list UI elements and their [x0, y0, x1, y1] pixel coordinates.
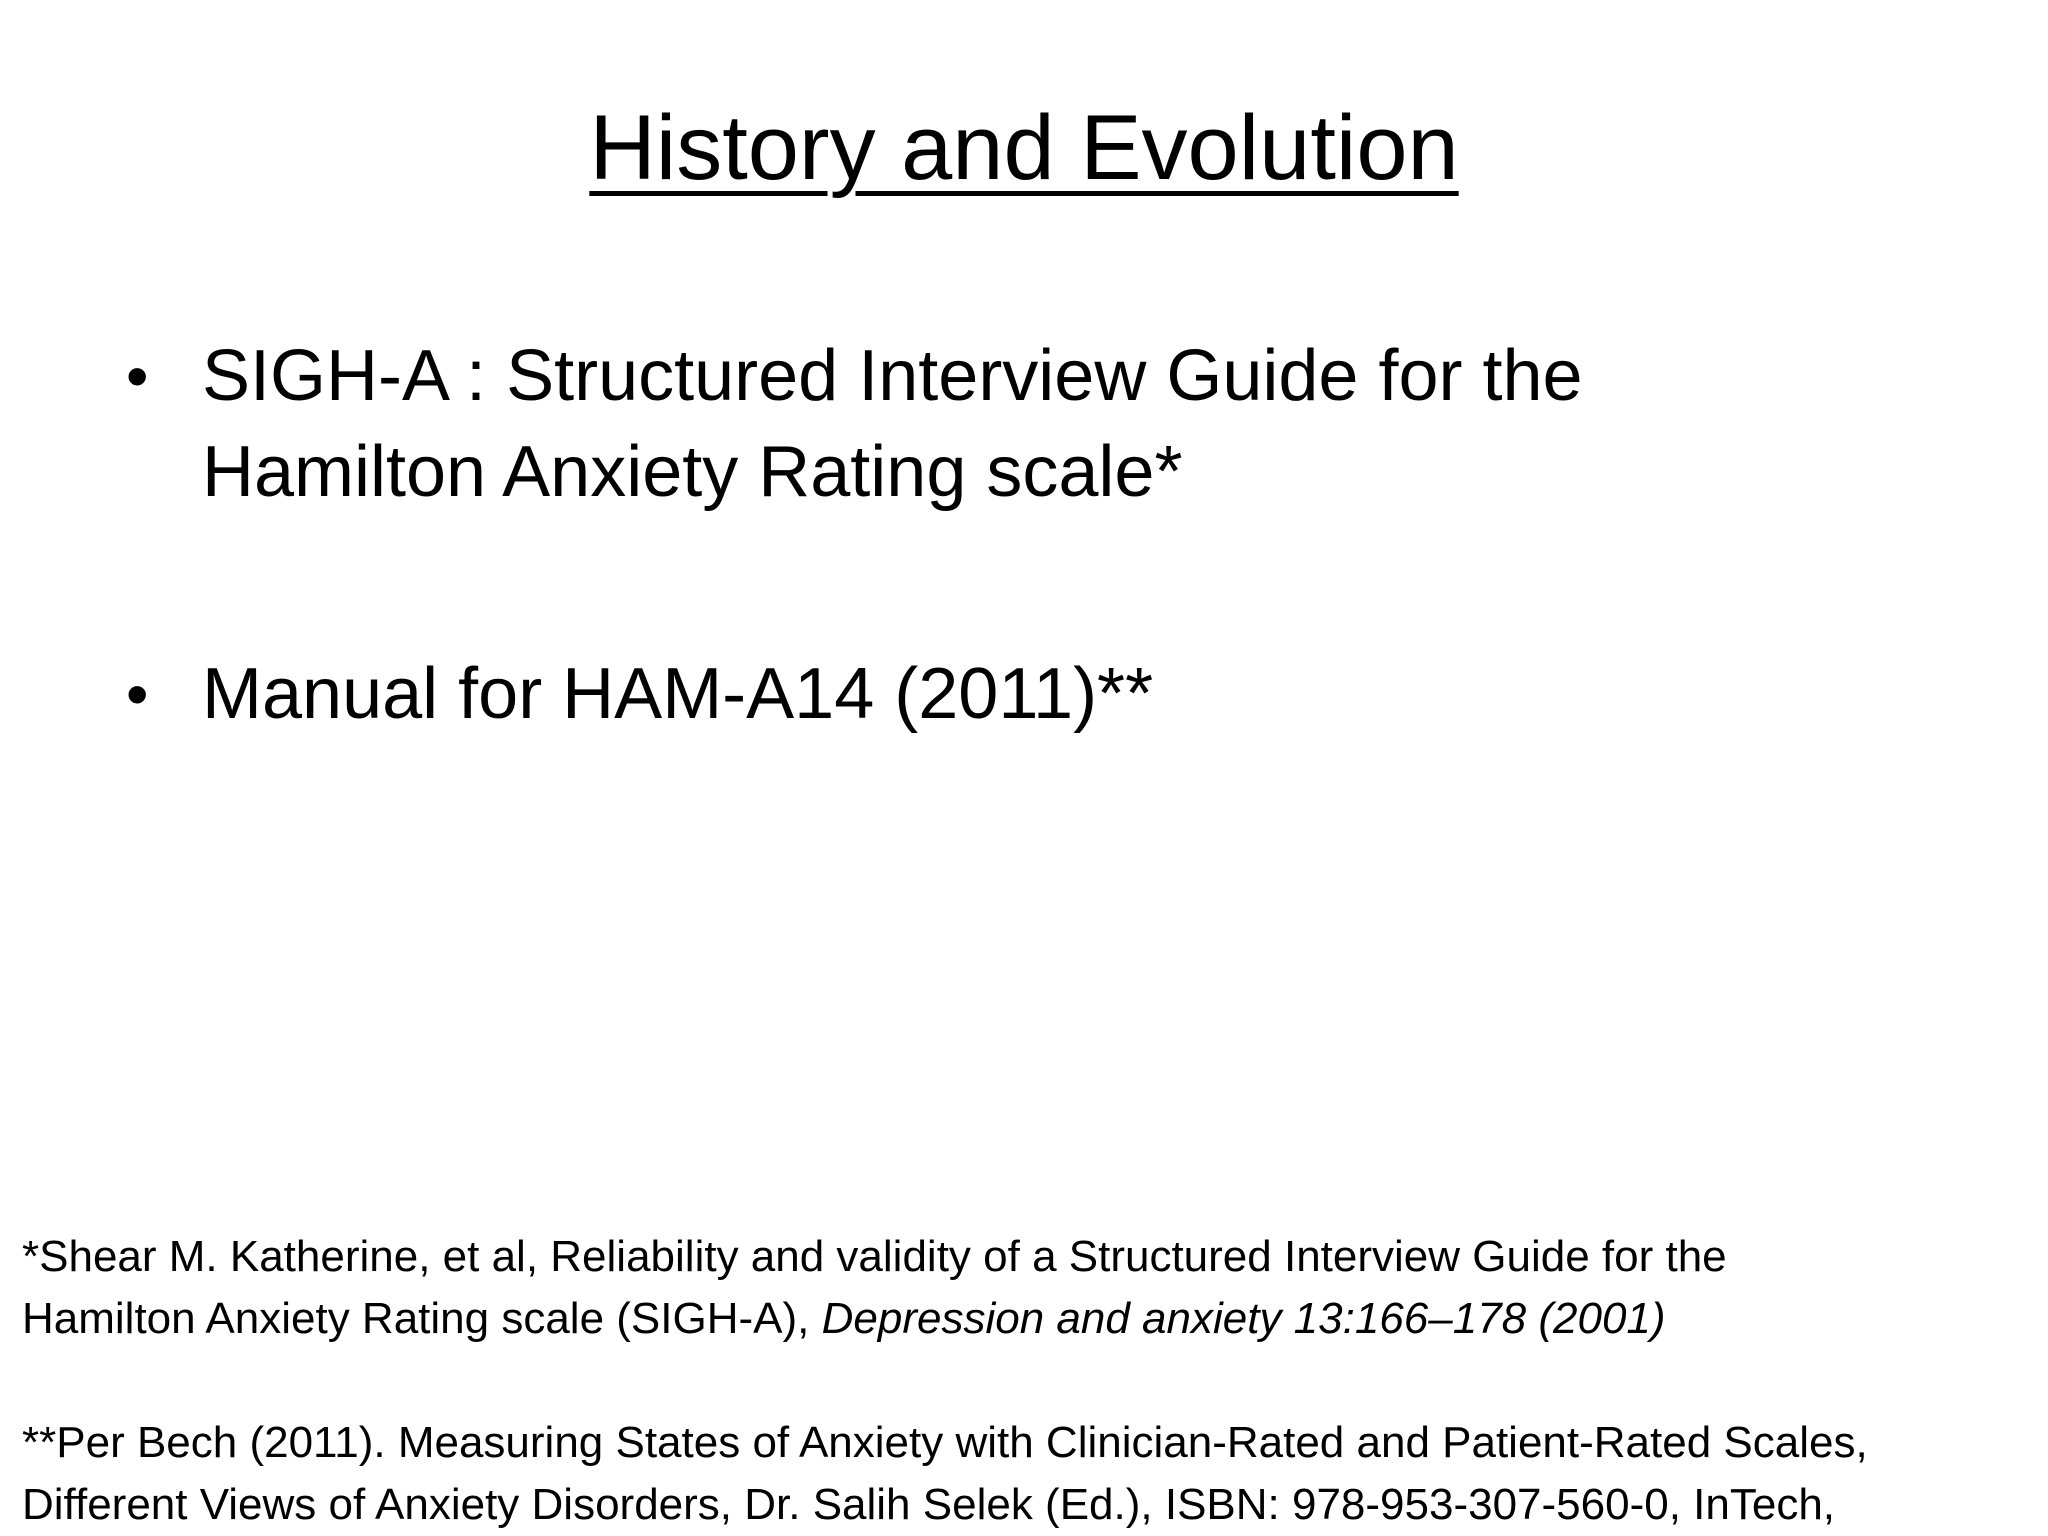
reference-line: **Per Bech (2011). Measuring States of Anxiety with Clinician-Rated and Patient-Rated Scales,: [22, 1418, 1868, 1467]
references: [22, 1226, 2032, 1536]
reference-bech: [22, 1412, 2032, 1536]
bullet-item-sigh-a: [118, 328, 1918, 520]
bullet-marker: •: [126, 340, 149, 412]
reference-shear: [22, 1226, 2032, 1350]
bullet-text-line: Hamilton Anxiety Rating scale*: [202, 432, 1183, 512]
bullet-marker: •: [126, 658, 149, 730]
reference-line: *Shear M. Katherine, et al, Reliability and validity of a Structured Interview Guide for the: [22, 1232, 1727, 1281]
bullet-list: [118, 328, 1918, 742]
reference-line: Different Views of Anxiety Disorders, Dr. Salih Selek (Ed.), ISBN: 978-953-307-560-0, InTech,: [22, 1480, 1836, 1529]
slide-title: History and Evolution: [589, 97, 1459, 199]
bullet-item-manual: [118, 646, 1918, 742]
reference-journal: Depression and anxiety 13:166–178 (2001): [821, 1294, 1666, 1343]
bullet-text-line: SIGH-A : Structured Interview Guide for the: [202, 336, 1583, 416]
reference-line: Hamilton Anxiety Rating scale (SIGH-A),: [22, 1294, 822, 1343]
bullet-text-line: Manual for HAM-A14 (2011)**: [202, 654, 1154, 734]
